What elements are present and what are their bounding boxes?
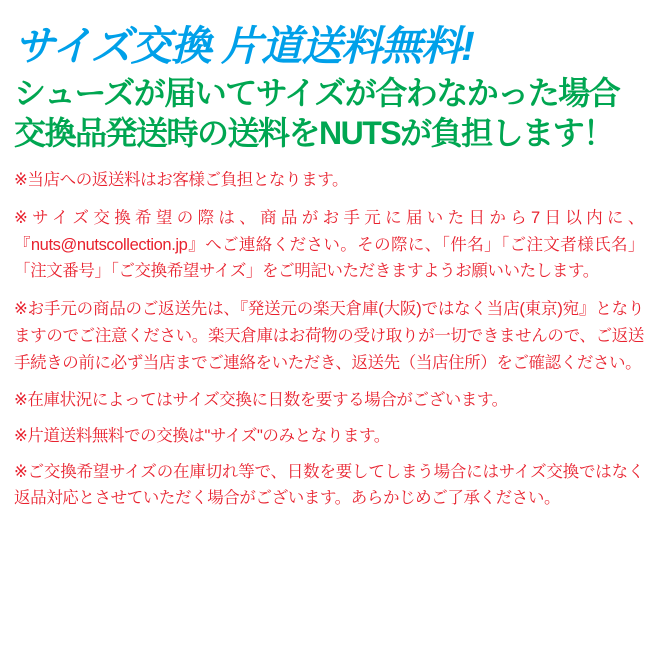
headline-block: [14, 22, 644, 153]
notes-block: [14, 167, 644, 512]
note-item: ※片道送料無料での交換は"サイズ"のみとなります。: [14, 426, 390, 445]
headline-line-2: シューズが届いてサイズが合わなかった場合: [14, 75, 620, 112]
note-item: ※サイズ交換希望の際は、商品がお手元に届いた日から7日以内に、『nuts@nutscollection.jp』へご連絡ください。その際に、「件名」「ご注文者様氏名」「注文番号」「ご交換希望サイズ」をご明記いただきますようお願いいたします。: [14, 208, 644, 281]
note-item: ※ご交換希望サイズの在庫切れ等で、日数を要してしまう場合にはサイズ交換ではなく返品対応とさせていただく場合がございます。あらかじめご了承ください。: [14, 462, 644, 508]
headline-line-3: 交換品発送時の送料をNUTSが負担します！: [14, 115, 614, 152]
note-item: ※在庫状況によってはサイズ交換に日数を要する場合がございます。: [14, 391, 508, 410]
headline-line-1: サイズ交換 片道送料無料!: [14, 23, 474, 69]
note-item: ※お手元の商品のご返送先は、『発送元の楽天倉庫(大阪)ではなく当店(東京)宛』となりますのでご注意ください。楽天倉庫はお荷物の受け取りが一切できませんので、ご返送手続きの前に必ず当店までご連絡をいただき、返送先（当店住所）をご確認ください。: [14, 300, 644, 372]
note-item: ※当店への返送料はお客様ご負担となります。: [14, 171, 349, 190]
